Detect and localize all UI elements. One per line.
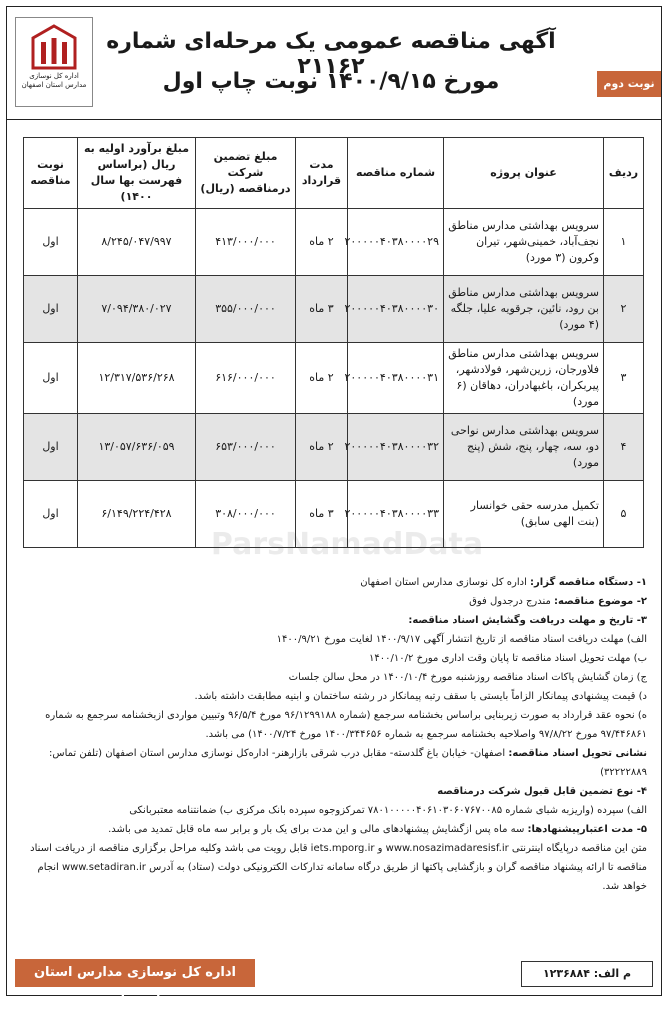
cell-estimate: ۸/۲۴۵/۰۴۷/۹۹۷ [78, 209, 196, 276]
clause-item: ب) مهلت تحویل اسناد مناقصه تا پایان وقت اداری مورخ ۱۴۰۰/۱۰/۲ [369, 653, 647, 664]
table-row [24, 481, 644, 548]
advertisement-frame [6, 6, 662, 1008]
cell-project: سرویس بهداشتی مدارس مناطق نجف‌آباد، خمینی‌شهر، تیران وکرون (۳ مورد) [444, 209, 604, 276]
cell-estimate: ۷/۰۹۴/۳۸۰/۰۲۷ [78, 276, 196, 343]
cell-row-number: ۳ [604, 343, 644, 414]
cell-duration: ۲ ماه [296, 343, 348, 414]
cell-row-number: ۲ [604, 276, 644, 343]
col-header-tender-number: شماره مناقصه [348, 138, 444, 209]
clause-item: الف) مهلت دریافت اسناد مناقصه از تاریخ انتشار آگهی ۱۴۰۰/۹/۱۷ لغایت مورخ ۱۴۰۰/۹/۲۱ [276, 634, 647, 645]
clause-label: ۴- نوع تضمین قابل قبول شرکت درمناقصه [437, 786, 647, 797]
round-badge: نوبت دوم [597, 71, 661, 97]
cell-estimate: ۱۳/۰۵۷/۶۳۶/۰۵۹ [78, 414, 196, 481]
col-header-estimate: مبلغ برآورد اولیه به ریال (براساس فهرست بها سال ۱۴۰۰) [78, 138, 196, 209]
footer-organization: اداره کل نوسازی مدارس استان اصفهان [15, 959, 255, 987]
cell-tender-number: ۲۰۰۰۰۰۴۰۳۸۰۰۰۰۳۰ [348, 276, 444, 343]
ad-date-line: مورخ ۱۴۰۰/۹/۱۵ نوبت چاپ اول [162, 69, 500, 94]
tender-table [23, 137, 644, 548]
cell-tender-number: ۲۰۰۰۰۰۴۰۳۸۰۰۰۰۲۹ [348, 209, 444, 276]
clause-label: ۲- موضوع مناقصه: [554, 596, 647, 607]
header [7, 7, 661, 120]
cell-tender-number: ۲۰۰۰۰۰۴۰۳۸۰۰۰۰۳۱ [348, 343, 444, 414]
clause-text: سه ماه پس ازگشایش پیشنهادهای مالی و این مدت برای یک بار و برابر سه ماه قابل تمدید می باشد. [108, 824, 525, 835]
cell-row-number: ۱ [604, 209, 644, 276]
clause-guarantee-type [21, 782, 647, 801]
cell-guarantee: ۳۰۸/۰۰۰/۰۰۰ [196, 481, 296, 548]
col-header-guarantee: مبلغ تضمین شرکت درمناقصه (ریال) [196, 138, 296, 209]
footer-code: م الف: ۱۲۳۶۸۸۴ [521, 961, 653, 987]
cell-project: سرویس بهداشتی مدارس مناطق فلاورجان، زرین‌شهر، فولادشهر، پیربکران، باغبهادران، دهاقان (۶ مورد) [444, 343, 604, 414]
cell-tender-number: ۲۰۰۰۰۰۴۰۳۸۰۰۰۰۳۳ [348, 481, 444, 548]
cell-project: سرویس بهداشتی مدارس مناطق بن رود، نائین، جرقویه علیا، جلگه (۴ مورد) [444, 276, 604, 343]
clause-label: نشانی تحویل اسناد مناقصه: [508, 748, 647, 759]
clause-text: اصفهان- خیابان باغ گلدسته- مقابل درب شرقی بازارهنر- اداره‌کل نوسازی مدارس استان اصفهان (تلفن تماس: ۳۲۲۲۲۸۸۹) [49, 748, 647, 778]
clause-text: اداره کل نوسازی مدارس استان اصفهان [360, 577, 527, 588]
clause-validity [21, 820, 647, 839]
clause-label: ۳- تاریخ و مهلت دریافت وگشایش اسناد مناقصه: [408, 615, 647, 626]
clause-item: ه) نحوه عقد قرارداد به صورت زیربنایی براساس بخشنامه سرجمع (شماره ۹۶/۱۲۹۹۱۸۸ مورخ ۹۶/۵/۴ وتبیین مواردی ازبخشنامه سرجمع به شماره ۹۷/۴۴۶۸۶۱ مورخ ۹۷/۸/۲۲ واصلاحیه بخشنامه سرجمع به شماره ۱۴۰۰/۳۴۴۶۵۶ مورخ ۱۴۰۰/۷/۲۴) می باشد. [45, 710, 647, 740]
table-header-row [24, 138, 644, 209]
cell-guarantee: ۶۵۳/۰۰۰/۰۰۰ [196, 414, 296, 481]
cell-round: اول [24, 414, 78, 481]
clause-schedule [21, 611, 647, 630]
cell-estimate: ۱۲/۳۱۷/۵۳۶/۲۶۸ [78, 343, 196, 414]
clause-item: الف) سپرده (واریزبه شبای شماره ۷۸۰۱۰۰۰۰۰۴۰۶۱۰۳۰۶۰۷۶۷۰۰۸۵ تمرکزوجوه سپرده بانک مرکزی ب) ضمانتنامه معتبربانکی [129, 805, 647, 816]
col-header-duration: مدت قرارداد [296, 138, 348, 209]
cell-duration: ۲ ماه [296, 209, 348, 276]
cell-round: اول [24, 481, 78, 548]
clause-address [21, 744, 647, 782]
clause-subject [21, 592, 647, 611]
cell-tender-number: ۲۰۰۰۰۰۴۰۳۸۰۰۰۰۳۲ [348, 414, 444, 481]
watermark: ParsNamadData [210, 527, 484, 562]
logo-caption: اداره کل نوسازی مدارس استان اصفهان [21, 72, 87, 89]
col-header-row-number: ردیف [604, 138, 644, 209]
cell-guarantee: ۶۱۶/۰۰۰/۰۰۰ [196, 343, 296, 414]
cell-estimate: ۶/۱۴۹/۲۲۴/۴۲۸ [78, 481, 196, 548]
col-header-project: عنوان پروژه [444, 138, 604, 209]
tender-conditions [21, 573, 647, 896]
cell-project: تکمیل مدرسه حقی خوانسار (بنت الهی سابق) [444, 481, 604, 548]
cell-duration: ۲ ماه [296, 414, 348, 481]
cell-row-number: ۴ [604, 414, 644, 481]
ad-title: آگهی مناقصه عمومی یک مرحله‌ای شماره ۲۱۱۶۲ [106, 29, 556, 79]
clause-item: ج) زمان گشایش پاکات اسناد مناقصه روزشنبه مورخ ۱۴۰۰/۱۰/۴ در محل سالن جلسات [288, 672, 647, 683]
cell-round: اول [24, 343, 78, 414]
cell-project: سرویس بهداشتی مدارس نواحی دو، سه، چهار، پنج، شش (پنج مورد) [444, 414, 604, 481]
table-row [24, 276, 644, 343]
clause-final-note: متن این مناقصه درپایگاه اینترنتی www.nosazimadaresisf.ir و iets.mporg.ir قابل رویت می باشد وکلیه مراحل برگزاری مناقصه از دریافت اسناد مناقصه تا ارائه پیشنهاد مناقصه گران و بازگشایی پاکتها از طریق درگاه سامانه تدارکات الکترونیکی دولت (ستاد) به آدرس www.setadiran.ir انجام خواهد شد. [30, 843, 647, 892]
cell-guarantee: ۴۱۳/۰۰۰/۰۰۰ [196, 209, 296, 276]
table-row [24, 414, 644, 481]
cell-round: اول [24, 209, 78, 276]
clause-organizer [21, 573, 647, 592]
cell-row-number: ۵ [604, 481, 644, 548]
table-row [24, 209, 644, 276]
clause-item: د) قیمت پیشنهادی پیمانکار الزاماً بایستی با سقف رتبه پیمانکار در رشته ساختمان و ابنیه مطابقت داشته باشد. [194, 691, 647, 702]
clause-label: ۵- مدت اعتبارپیشنهادها: [527, 824, 647, 835]
cell-round: اول [24, 276, 78, 343]
table-row [24, 343, 644, 414]
clause-label: ۱- دستگاه مناقصه گزار: [530, 577, 647, 588]
cell-duration: ۳ ماه [296, 276, 348, 343]
col-header-round: نوبت مناقصه [24, 138, 78, 209]
cell-guarantee: ۳۵۵/۰۰۰/۰۰۰ [196, 276, 296, 343]
clause-text: مندرج درجدول فوق [469, 596, 551, 607]
cell-duration: ۳ ماه [296, 481, 348, 548]
